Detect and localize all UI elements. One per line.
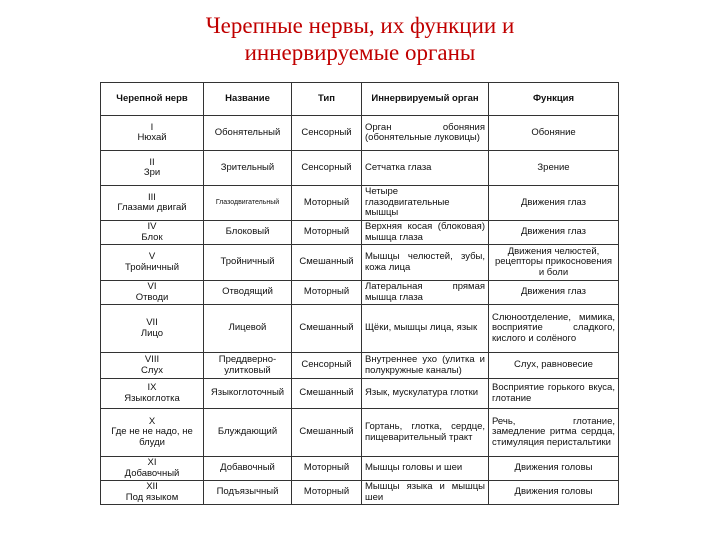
organ-cell: Латеральная прямая мышца глаза — [362, 281, 489, 305]
nerve-mnemonic: Лицо — [140, 327, 164, 339]
table-row — [101, 245, 619, 281]
nerve-number: XII — [146, 481, 158, 492]
nerve-number: IX — [147, 382, 157, 393]
table-header — [101, 83, 619, 116]
table-row — [101, 151, 619, 186]
nerve-mnemonic: Блок — [141, 231, 163, 243]
function-cell: Движения глаз — [489, 186, 619, 221]
name-cell: Блоковый — [204, 221, 292, 245]
nerve-cell — [101, 481, 204, 505]
table-row — [101, 281, 619, 305]
organ-cell: Щёки, мышцы лица, язык — [362, 305, 489, 353]
nerve-number: I — [150, 121, 154, 133]
function-cell: Движения головы — [489, 457, 619, 481]
type-cell: Моторный — [292, 481, 362, 505]
nerve-cell — [101, 116, 204, 151]
name-cell: Отводящий — [204, 281, 292, 305]
type-cell: Моторный — [292, 281, 362, 305]
name-cell: Лицевой — [204, 305, 292, 353]
table-row — [101, 221, 619, 245]
function-cell: Восприятие горького вкуса, глотание — [489, 379, 619, 409]
cranial-nerves-table — [100, 82, 619, 505]
nerve-cell — [101, 221, 204, 245]
organ-cell: Орган обоняния (обонятельные луковицы) — [362, 116, 489, 151]
type-cell: Смешанный — [292, 245, 362, 281]
page-title-line-2: иннервируемые органы — [244, 40, 476, 65]
nerve-number: III — [148, 191, 156, 203]
organ-cell: Мышцы головы и шеи — [362, 457, 489, 481]
header-name: Название — [204, 83, 292, 116]
name-cell: Языкоглоточный — [204, 379, 292, 409]
nerve-mnemonic: Под языком — [125, 491, 179, 503]
header-function: Функция — [489, 83, 619, 116]
nerve-number: VI — [147, 281, 157, 292]
page-title — [0, 12, 720, 66]
nerve-cell — [101, 151, 204, 186]
function-cell: Движения головы — [489, 481, 619, 505]
header-organ: Иннервируемый орган — [362, 83, 489, 116]
name-cell: Тройничный — [204, 245, 292, 281]
header-type: Тип — [292, 83, 362, 116]
table-row — [101, 116, 619, 151]
type-cell: Сенсорный — [292, 116, 362, 151]
type-cell: Моторный — [292, 221, 362, 245]
function-cell: Движения челюстей, рецепторы прикосновения и боли — [489, 245, 619, 281]
nerve-mnemonic: Нюхай — [137, 132, 167, 143]
nerve-mnemonic: Тройничный — [124, 261, 180, 273]
nerve-cell — [101, 281, 204, 305]
header-nerve: Черепной нерв — [101, 83, 204, 116]
nerve-number: X — [148, 415, 156, 427]
table-row — [101, 353, 619, 379]
name-cell: Блуждающий — [204, 409, 292, 457]
table-header-row — [101, 83, 619, 116]
nerve-mnemonic: Отводи — [135, 291, 169, 303]
table-row — [101, 481, 619, 505]
nerve-cell — [101, 245, 204, 281]
name-cell: Преддверно-улитковый — [204, 353, 292, 379]
organ-cell: Сетчатка глаза — [362, 151, 489, 186]
table-row — [101, 186, 619, 221]
nerve-mnemonic: Глазами двигай — [117, 202, 187, 213]
type-cell: Моторный — [292, 457, 362, 481]
type-cell: Смешанный — [292, 379, 362, 409]
organ-cell: Гортань, глотка, сердце, пищеварительный тракт — [362, 409, 489, 457]
type-cell: Сенсорный — [292, 151, 362, 186]
name-cell: Обонятельный — [204, 116, 292, 151]
nerve-mnemonic: Языкоглотка — [124, 392, 180, 404]
nerve-cell — [101, 186, 204, 221]
nerve-mnemonic: Где не не надо, не блуди — [111, 426, 193, 448]
nerve-cell — [101, 353, 204, 379]
name-cell: Зрительный — [204, 151, 292, 186]
function-cell: Движения глаз — [489, 281, 619, 305]
name-cell: Глазодвигательный — [204, 186, 292, 221]
page-title-line-1: Черепные нервы, их функции и — [205, 13, 515, 38]
nerve-cell — [101, 457, 204, 481]
nerve-cell — [101, 409, 204, 457]
function-cell: Слух, равновесие — [489, 353, 619, 379]
function-cell: Слюноотделение, мимика, восприятие сладкого, кислого и солёного — [489, 305, 619, 353]
nerve-number: VIII — [144, 354, 160, 365]
function-cell: Речь, глотание, замедление ритма сердца, стимуляция перистальтики — [489, 409, 619, 457]
organ-cell: Мышцы языка и мышцы шеи — [362, 481, 489, 505]
organ-cell: Верхняя косая (блоковая) мышца глаза — [362, 221, 489, 245]
nerve-number: IV — [147, 221, 157, 232]
function-cell: Зрение — [489, 151, 619, 186]
type-cell: Смешанный — [292, 409, 362, 457]
table-row — [101, 457, 619, 481]
function-cell: Движения глаз — [489, 221, 619, 245]
nerve-number: XI — [147, 457, 157, 468]
type-cell: Моторный — [292, 186, 362, 221]
nerve-mnemonic: Слух — [141, 364, 163, 376]
function-cell: Обоняние — [489, 116, 619, 151]
nerve-number: VII — [146, 317, 158, 328]
table-row — [101, 409, 619, 457]
nerve-mnemonic: Добавочный — [124, 467, 180, 479]
nerve-cell — [101, 379, 204, 409]
table-row — [101, 305, 619, 353]
nerve-number: II — [149, 156, 155, 168]
nerve-number: V — [148, 251, 156, 262]
organ-cell: Внутреннее ухо (улитка и полукружные каналы) — [362, 353, 489, 379]
type-cell: Сенсорный — [292, 353, 362, 379]
name-cell: Добавочный — [204, 457, 292, 481]
type-cell: Смешанный — [292, 305, 362, 353]
nerve-mnemonic: Зри — [143, 167, 161, 178]
organ-cell: Четыре глазодвигательные мышцы — [362, 186, 489, 221]
organ-cell: Мышцы челюстей, зубы, кожа лица — [362, 245, 489, 281]
nerve-cell — [101, 305, 204, 353]
name-cell: Подъязычный — [204, 481, 292, 505]
table-row — [101, 379, 619, 409]
organ-cell: Язык, мускулатура глотки — [362, 379, 489, 409]
table-body — [101, 116, 619, 505]
